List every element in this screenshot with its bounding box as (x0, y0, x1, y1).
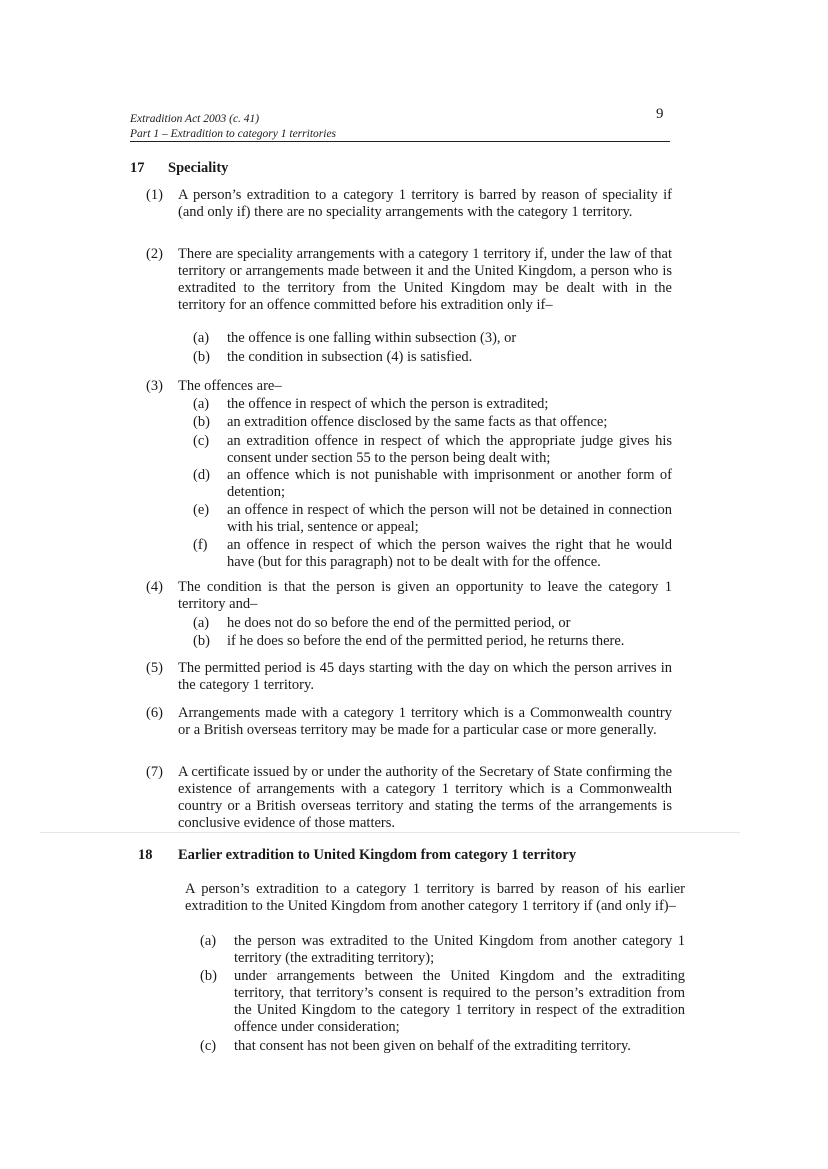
s18-a-label: (a) (200, 933, 217, 949)
s17-2-a-text: the offence is one falling within subsection (3), or (227, 330, 517, 346)
s17-1-number: (1) (146, 187, 163, 203)
s17-3-number: (3) (146, 378, 163, 394)
s17-7-number: (7) (146, 764, 163, 780)
s18-b-label: (b) (200, 968, 217, 984)
s17-1-text: A person’s extradition to a category 1 territory is barred by reason of speciality if (and only if) there are no speciality arrangements with the category 1 territory. (178, 187, 672, 220)
s18-a-text: the person was extradited to the United Kingdom from another category 1 territory (the extraditing territory); (234, 933, 685, 966)
section-divider (40, 832, 740, 833)
s17-2-b-label: (b) (193, 349, 210, 365)
s17-3-b-label: (b) (193, 414, 210, 430)
s17-4-a-label: (a) (193, 615, 210, 631)
s17-2-text: There are speciality arrangements with a category 1 territory if, under the law of that territory or arrangements made between it and the United Kingdom, a person who is extradited to the territory from the United Kingdom may be dealt with in the territory for an offence committed before his extradition only if– (178, 246, 672, 313)
s17-6-number: (6) (146, 705, 163, 721)
section-18-number: 18 (138, 847, 153, 863)
s18-intro-text: A person’s extradition to a category 1 territory is barred by reason of his earlier extradition to the United Kingdom from another category 1 territory if (and only if)– (185, 881, 685, 914)
part-title: Part 1 – Extradition to category 1 territories (130, 128, 337, 140)
s17-4-text: The condition is that the person is given an opportunity to leave the category 1 territory and– (178, 579, 672, 612)
s17-5-text: The permitted period is 45 days starting with the day on which the person arrives in the category 1 territory. (178, 660, 672, 693)
s17-3-text: The offences are– (178, 378, 282, 394)
s17-3-a-text: the offence in respect of which the person is extradited; (227, 396, 549, 412)
header-rule (130, 141, 670, 142)
s18-c-text: that consent has not been given on behalf of the extraditing territory. (234, 1038, 631, 1054)
s17-4-b-text: if he does so before the end of the permitted period, he returns there. (227, 633, 625, 649)
act-title: Extradition Act 2003 (c. 41) (130, 113, 260, 125)
section-17-title: Speciality (168, 160, 229, 176)
running-header (130, 112, 670, 142)
s17-7-text: A certificate issued by or under the authority of the Secretary of State confirming the existence of arrangements with a category 1 territory which is a Commonwealth country or a British overseas territory and stating the terms of the arrangements is conclusive evidence of those matters. (178, 764, 672, 831)
s17-2-a-label: (a) (193, 330, 210, 346)
s17-4-b-label: (b) (193, 633, 210, 649)
s17-4-number: (4) (146, 579, 163, 595)
s17-3-a-label: (a) (193, 396, 210, 412)
s18-c-label: (c) (200, 1038, 217, 1054)
s17-3-e-label: (e) (193, 502, 210, 518)
s17-2-number: (2) (146, 246, 163, 262)
s17-3-c-label: (c) (193, 433, 210, 449)
s18-b-text: under arrangements between the United Kingdom and the extraditing territory, that territory’s consent is required to the person’s extradition from the United Kingdom to the category 1 territory in respect of the extradition offence under consideration; (234, 968, 685, 1035)
s17-3-d-label: (d) (193, 467, 210, 483)
s17-4-a-text: he does not do so before the end of the permitted period, or (227, 615, 571, 631)
section-18-title: Earlier extradition to United Kingdom from category 1 territory (178, 847, 577, 863)
s17-6-text: Arrangements made with a category 1 territory which is a Commonwealth country or a British overseas territory may be made for a particular case or more generally. (178, 705, 672, 738)
s17-3-b-text: an extradition offence disclosed by the same facts as that offence; (227, 414, 608, 430)
s17-5-number: (5) (146, 660, 163, 676)
s17-3-f-text: an offence in respect of which the person waives the right that he would have (but for this paragraph) not to be dealt with for the offence. (227, 537, 672, 570)
s17-3-e-text: an offence in respect of which the person will not be detained in connection with his trial, sentence or appeal; (227, 502, 672, 535)
s17-2-b-text: the condition in subsection (4) is satisfied. (227, 349, 473, 365)
s17-3-d-text: an offence which is not punishable with imprisonment or another form of detention; (227, 467, 672, 500)
s17-3-f-label: (f) (193, 537, 208, 553)
page-number: 9 (656, 106, 664, 122)
section-17-number: 17 (130, 160, 145, 176)
s17-3-c-text: an extradition offence in respect of which the appropriate judge gives his consent under section 55 to the person being dealt with; (227, 433, 672, 466)
